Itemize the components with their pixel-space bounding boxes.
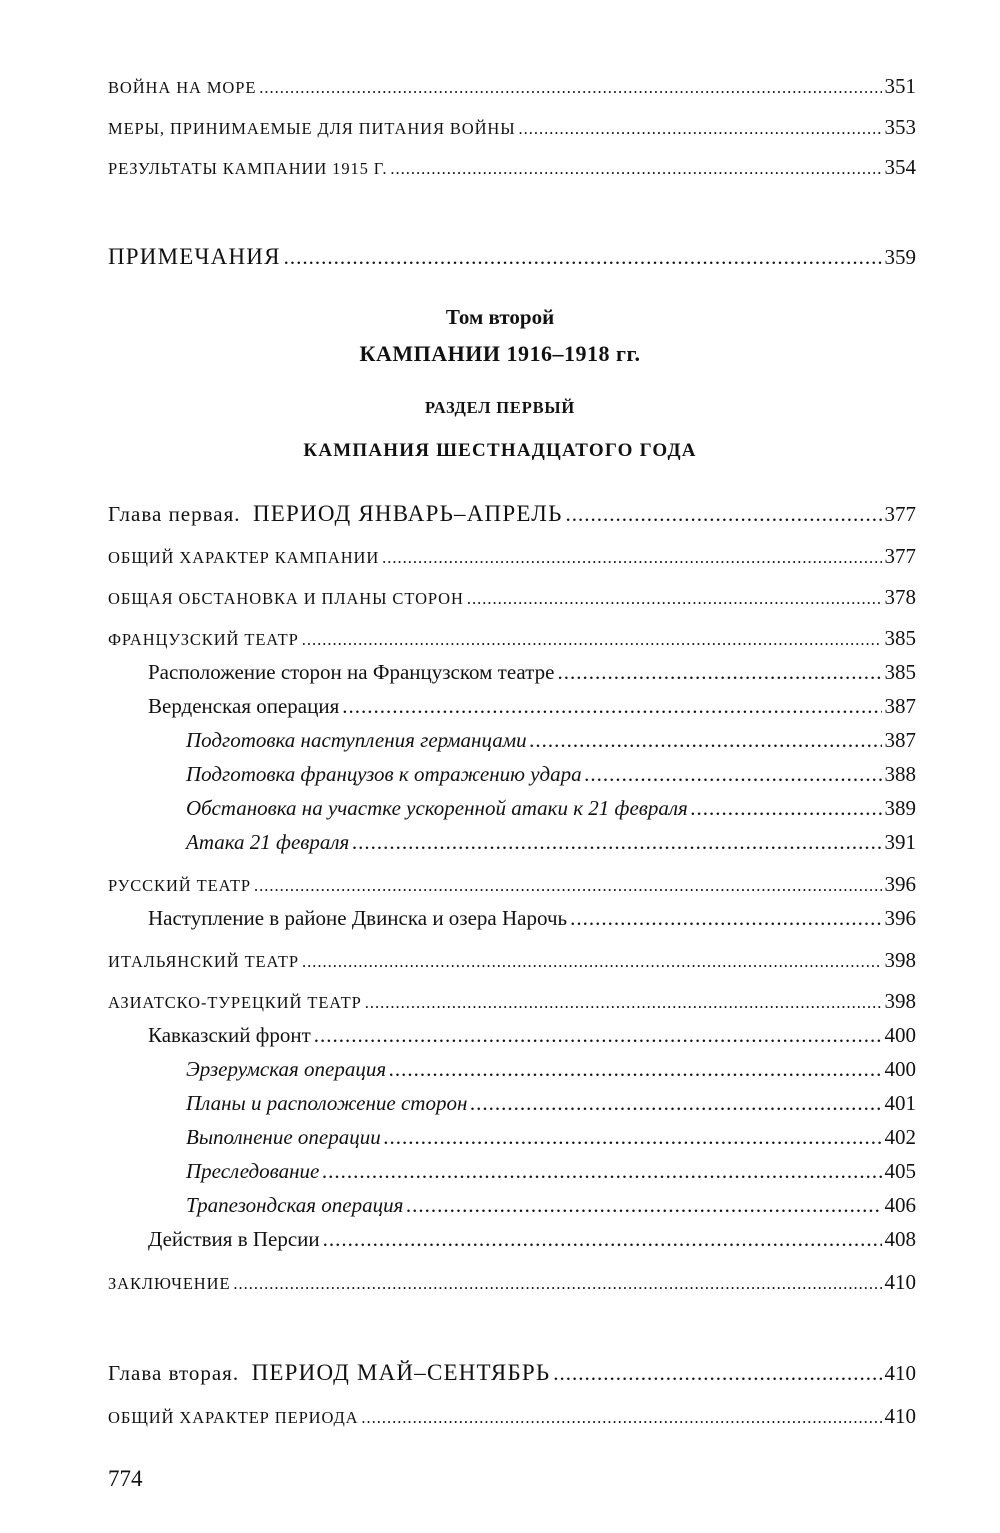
toc-subsubentry — [186, 728, 916, 753]
leader-dots — [352, 830, 881, 855]
chapter-1-title — [108, 501, 562, 527]
toc-entry-page: 408 — [884, 1227, 916, 1251]
chapter-2-entry — [108, 1360, 916, 1386]
toc-entry — [108, 989, 916, 1014]
toc-notes — [108, 244, 916, 270]
toc-entry-title: Подготовка французов к отражению удара — [186, 762, 582, 786]
chapter-1-entry — [108, 501, 916, 527]
toc-entry-page: 391 — [884, 830, 916, 854]
leader-dots — [323, 1227, 882, 1252]
toc-entry-page: 406 — [884, 1193, 916, 1217]
toc-entry-title: Планы и расположение сторон — [186, 1091, 468, 1115]
toc-subsubentry — [186, 1159, 916, 1184]
chapter-1-page: 377 — [884, 502, 916, 526]
leader-dots — [691, 796, 882, 821]
toc-entry — [108, 948, 916, 973]
toc-entry-title: Наступление в районе Двинска и озера Нарочь — [148, 906, 568, 930]
toc-entry-title: ОБЩИЙ ХАРАКТЕР КАМПАНИИ — [108, 548, 380, 567]
toc-notes-page: 359 — [884, 245, 916, 269]
toc-subentry — [148, 660, 916, 685]
toc-entry-title: РУССКИЙ ТЕАТР — [108, 876, 251, 895]
toc-entry-title: Подготовка наступления германцами — [186, 728, 527, 752]
toc-subsubentry — [186, 1193, 916, 1218]
toc-entry-title: Расположение сторон на Французском театре — [148, 660, 555, 684]
toc-entry-page: 402 — [884, 1125, 916, 1149]
leader-dots — [254, 876, 882, 896]
toc-entry-page: 405 — [884, 1159, 916, 1183]
chapter-2-prefix: Глава вторая. — [108, 1361, 240, 1385]
toc-entry-title: ВОЙНА НА МОРЕ — [108, 78, 257, 97]
toc-subentry — [148, 906, 916, 931]
leader-dots — [365, 993, 882, 1013]
toc-entry-title: ОБЩИЙ ХАРАКТЕР ПЕРИОДА — [108, 1408, 359, 1427]
leader-dots — [389, 1057, 881, 1082]
toc-entry-title: Обстановка на участке ускоренной атаки к 21 февраля — [186, 796, 688, 820]
toc-entry-page: 389 — [884, 796, 916, 820]
toc-subsubentry — [186, 1057, 916, 1082]
toc-subentry — [148, 1023, 916, 1048]
leader-dots — [259, 78, 881, 98]
toc-entry-title: МЕРЫ, ПРИНИМАЕМЫЕ ДЛЯ ПИТАНИЯ ВОЙНЫ — [108, 119, 516, 138]
leader-dots — [284, 245, 882, 270]
chapter-1-name: ПЕРИОД ЯНВАРЬ–АПРЕЛЬ — [253, 501, 563, 526]
toc-entry-page: 385 — [884, 626, 916, 650]
toc-entry-page: 400 — [884, 1057, 916, 1081]
toc-entry-page: 385 — [884, 660, 916, 684]
leader-dots — [233, 1274, 881, 1294]
toc-entry — [108, 1404, 916, 1429]
toc-entry-title: Преследование — [186, 1159, 320, 1183]
toc-entry-title: РЕЗУЛЬТАТЫ КАМПАНИИ 1915 Г. — [108, 159, 388, 178]
toc-entry-page: 351 — [884, 74, 916, 98]
toc-entry — [108, 1270, 916, 1295]
leader-dots — [361, 1408, 881, 1428]
chapter-2-name: ПЕРИОД МАЙ–СЕНТЯБРЬ — [251, 1360, 551, 1385]
toc-entry-page: 396 — [884, 872, 916, 896]
toc-entry-title: ФРАНЦУЗСКИЙ ТЕАТР — [108, 630, 299, 649]
toc-entry-page: 396 — [884, 906, 916, 930]
leader-dots — [406, 1193, 881, 1218]
leader-dots — [557, 660, 881, 685]
toc-entry-title: Верденская операция — [148, 694, 340, 718]
toc-entry-page: 378 — [884, 585, 916, 609]
toc-entry-title: Кавказский фронт — [148, 1023, 311, 1047]
toc-entry-title: Трапезондская операция — [186, 1193, 404, 1217]
toc-notes-title: ПРИМЕЧАНИЯ — [108, 244, 281, 269]
toc-entry — [108, 585, 916, 610]
toc-entry — [108, 74, 916, 99]
toc-entry-page: 398 — [884, 989, 916, 1013]
toc-entry-page: 398 — [884, 948, 916, 972]
chapter-1-prefix: Глава первая. — [108, 502, 241, 526]
toc-subsubentry — [186, 1091, 916, 1116]
toc-entry-title: Выполнение операции — [186, 1125, 381, 1149]
leader-dots — [530, 728, 882, 753]
leader-dots — [467, 589, 882, 609]
page-number: 774 — [108, 1466, 143, 1491]
toc-entry-page: 387 — [884, 694, 916, 718]
leader-dots — [302, 952, 882, 972]
toc-entry-title: Действия в Персии — [148, 1227, 320, 1251]
toc-subsubentry — [186, 1125, 916, 1150]
leader-dots — [390, 159, 881, 179]
toc-entry-page: 388 — [884, 762, 916, 786]
toc-entry — [108, 155, 916, 180]
toc-entry-page: 401 — [884, 1091, 916, 1115]
toc-entry — [108, 544, 916, 569]
toc-entry-title: АЗИАТСКО-ТУРЕЦКИЙ ТЕАТР — [108, 993, 362, 1012]
toc-entry — [108, 115, 916, 140]
toc-entry-title: Эрзерумская операция — [186, 1057, 387, 1081]
toc-subsubentry — [186, 762, 916, 787]
leader-dots — [384, 1125, 882, 1150]
leader-dots — [570, 906, 881, 931]
leader-dots — [382, 548, 881, 568]
toc-subsubentry — [186, 796, 916, 821]
toc-subsubentry — [186, 830, 916, 855]
leader-dots — [565, 502, 881, 527]
toc-entry-title: ЗАКЛЮЧЕНИЕ — [108, 1274, 231, 1293]
toc-subentry — [148, 1227, 916, 1252]
leader-dots — [470, 1091, 881, 1116]
volume-subtitle: КАМПАНИИ 1916–1918 гг. — [359, 341, 641, 366]
toc-entry-page: 410 — [884, 1270, 916, 1294]
leader-dots — [322, 1159, 881, 1184]
leader-dots — [553, 1361, 881, 1386]
chapter-2-title — [108, 1360, 550, 1386]
toc-entry-page: 410 — [884, 1404, 916, 1428]
toc-entry-page: 400 — [884, 1023, 916, 1047]
toc-entry — [108, 872, 916, 897]
toc-entry-title: ИТАЛЬЯНСКИЙ ТЕАТР — [108, 952, 299, 971]
leader-dots — [314, 1023, 882, 1048]
toc-entry — [108, 626, 916, 651]
toc-entry-page: 353 — [884, 115, 916, 139]
volume-title: Том второй — [445, 305, 555, 329]
section-heading: РАЗДЕЛ ПЕРВЫЙ — [424, 398, 576, 417]
leader-dots — [302, 630, 882, 650]
toc-entry-page: 387 — [884, 728, 916, 752]
toc-subentry — [148, 694, 916, 719]
leader-dots — [519, 119, 882, 139]
toc-entry-title: ОБЩАЯ ОБСТАНОВКА И ПЛАНЫ СТОРОН — [108, 589, 464, 608]
toc-entry-page: 377 — [884, 544, 916, 568]
campaign-heading: КАМПАНИЯ ШЕСТНАДЦАТОГО ГОДА — [303, 440, 697, 461]
chapter-2-page: 410 — [884, 1361, 916, 1385]
toc-entry-title: Атака 21 февраля — [186, 830, 350, 854]
leader-dots — [585, 762, 882, 787]
toc-entry-page: 354 — [884, 155, 916, 179]
leader-dots — [342, 694, 881, 719]
